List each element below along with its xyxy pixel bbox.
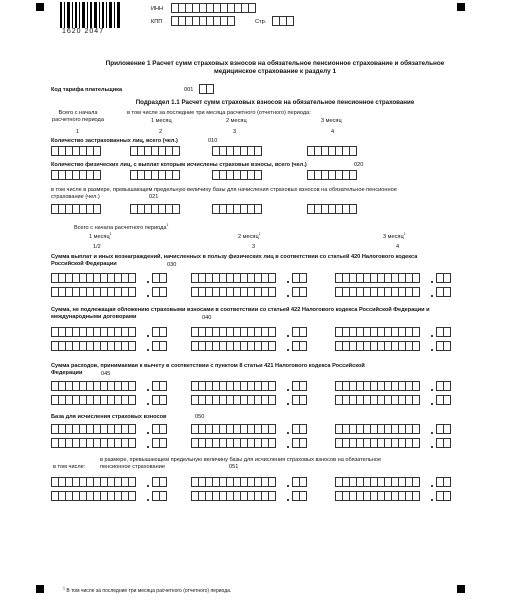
- input-cell[interactable]: [128, 477, 136, 487]
- line-040-m1-integer-row2[interactable]: [191, 341, 275, 351]
- line-050-m1-integer-row1[interactable]: [191, 424, 275, 434]
- input-cell[interactable]: [93, 170, 101, 180]
- barcode: [60, 2, 120, 28]
- line-051-m2-kopecks-row2[interactable]: [436, 491, 450, 501]
- input-cell[interactable]: [412, 424, 420, 434]
- line-050-decimal-point: [431, 446, 433, 448]
- kpp-field[interactable]: [171, 16, 234, 26]
- input-cell[interactable]: [349, 170, 357, 180]
- input-cell[interactable]: [159, 395, 167, 405]
- input-cell[interactable]: [299, 438, 307, 448]
- input-cell[interactable]: [268, 477, 276, 487]
- input-cell[interactable]: [299, 424, 307, 434]
- line-050-decimal-point: [431, 432, 433, 434]
- col-mid-total-header: Всего с начала расчетного периода$^1$: [74, 223, 169, 231]
- line-030-decimal-point: [287, 295, 289, 297]
- col-mid-m3-header: 3 месяц$^1$: [383, 232, 406, 240]
- line-050-total-kopecks-row2[interactable]: [152, 438, 166, 448]
- line-020-label: Количество физических лиц, с выплат которым исчислены страховые взносы, всего (чел.): [51, 162, 307, 168]
- input-cell[interactable]: [299, 327, 307, 337]
- input-cell[interactable]: [206, 84, 214, 94]
- col-num-3: 3: [233, 129, 237, 135]
- input-cell[interactable]: [443, 287, 451, 297]
- line-040-decimal-point: [147, 335, 149, 337]
- line-045-m1-integer-row2[interactable]: [191, 395, 275, 405]
- kpp-label: КПП: [151, 19, 163, 25]
- corner-marker-bottom-left: [36, 585, 44, 593]
- input-cell[interactable]: [248, 3, 256, 13]
- input-cell[interactable]: [443, 273, 451, 283]
- line-050-m1-integer-row2[interactable]: [191, 438, 275, 448]
- input-cell[interactable]: [268, 341, 276, 351]
- page-label: Стр.: [255, 19, 267, 25]
- line-045-total-kopecks[interactable]: [152, 381, 166, 391]
- input-cell[interactable]: [299, 477, 307, 487]
- line-051-m1-kopecks-row2[interactable]: [292, 491, 306, 501]
- input-cell[interactable]: [128, 395, 136, 405]
- line-030-decimal-point: [147, 295, 149, 297]
- line-040-decimal-point: [147, 349, 149, 351]
- input-cell[interactable]: [443, 395, 451, 405]
- input-cell[interactable]: [412, 381, 420, 391]
- line-050-m2-kopecks[interactable]: [436, 424, 450, 434]
- input-cell[interactable]: [159, 424, 167, 434]
- input-cell[interactable]: [159, 341, 167, 351]
- tariff-field[interactable]: [199, 84, 213, 94]
- line-040-decimal-point: [431, 335, 433, 337]
- input-cell[interactable]: [172, 204, 180, 214]
- line-030-m2-kopecks-row2[interactable]: [436, 287, 450, 297]
- corner-marker-bottom-right: [457, 585, 465, 593]
- line-021-m2[interactable]: [212, 204, 261, 214]
- input-cell[interactable]: [159, 438, 167, 448]
- line-050-total-kopecks[interactable]: [152, 424, 166, 434]
- line-050-decimal-point: [287, 432, 289, 434]
- line-050-m1-kopecks[interactable]: [292, 424, 306, 434]
- line-030-m1-kopecks-row2[interactable]: [292, 287, 306, 297]
- subsection-title: Подраздел 1.1 Расчет сумм страховых взносов на обязательное пенсионное страхование: [135, 99, 415, 106]
- input-cell[interactable]: [299, 287, 307, 297]
- line-051-decimal-point: [147, 485, 149, 487]
- input-cell[interactable]: [268, 381, 276, 391]
- input-cell[interactable]: [159, 477, 167, 487]
- line-030-code: 030: [167, 262, 177, 268]
- input-cell[interactable]: [159, 287, 167, 297]
- input-cell[interactable]: [128, 341, 136, 351]
- col-mid-num-4: 4: [396, 244, 400, 250]
- line-050-m1-kopecks-row2[interactable]: [292, 438, 306, 448]
- line-010-code: 010: [208, 138, 218, 144]
- line-051-m1-kopecks[interactable]: [292, 477, 306, 487]
- input-cell[interactable]: [412, 438, 420, 448]
- line-050-decimal-point: [147, 446, 149, 448]
- line-010-label: Количество застрахованных лиц, всего (чел.): [51, 138, 178, 144]
- line-030-m1-integer-row1[interactable]: [191, 273, 275, 283]
- line-051-decimal-point: [287, 485, 289, 487]
- line-051-decimal-point: [431, 499, 433, 501]
- line-045-m1-kopecks[interactable]: [292, 381, 306, 391]
- input-cell[interactable]: [349, 204, 357, 214]
- input-cell[interactable]: [443, 491, 451, 501]
- col-mid-num-3: 3: [252, 244, 256, 250]
- input-cell[interactable]: [128, 381, 136, 391]
- line-030-m1-integer-row2[interactable]: [191, 287, 275, 297]
- line-021-label: в том числе в размере, превышающем предельную величину базы для начисления страховых взносов на обязательное пенсионное страхование (чел.): [51, 187, 397, 200]
- input-cell[interactable]: [268, 287, 276, 297]
- line-020-m3[interactable]: [307, 170, 356, 180]
- col-num-1: 1: [76, 129, 80, 135]
- input-cell[interactable]: [172, 146, 180, 156]
- line-051-m2-integer-row1[interactable]: [335, 477, 419, 487]
- input-cell[interactable]: [299, 491, 307, 501]
- input-cell[interactable]: [268, 395, 276, 405]
- input-cell[interactable]: [93, 146, 101, 156]
- barcode-number: 1620 2047: [62, 28, 105, 35]
- line-051-total-kopecks-row2[interactable]: [152, 491, 166, 501]
- input-cell[interactable]: [412, 327, 420, 337]
- col-mid-m2-header: 2 месяц$^1$: [238, 232, 261, 240]
- line-040-total-kopecks-row2[interactable]: [152, 341, 166, 351]
- input-cell[interactable]: [254, 146, 262, 156]
- line-045-m1-integer-row1[interactable]: [191, 381, 275, 391]
- input-cell[interactable]: [443, 424, 451, 434]
- line-050-decimal-point: [287, 446, 289, 448]
- page-title: Приложение 1 Расчет сумм страховых взносов на обязательное пенсионное страхование и обязательное медицинское страхование к разделу 1: [105, 60, 445, 75]
- line-040-label: Сумма, не подлежащая обложению страховыми взносами в соответствии со статьей 422 Налогового кодекса Российской Федерации и международными договорами: [51, 307, 430, 320]
- line-045-decimal-point: [431, 389, 433, 391]
- tariff-code: 001: [184, 87, 194, 93]
- line-045-m2-kopecks-row2[interactable]: [436, 395, 450, 405]
- input-cell[interactable]: [299, 381, 307, 391]
- page-number-field[interactable]: [272, 16, 293, 26]
- input-cell[interactable]: [443, 341, 451, 351]
- line-010-total[interactable]: [51, 146, 100, 156]
- input-cell[interactable]: [268, 491, 276, 501]
- line-040-m2-kopecks-row2[interactable]: [436, 341, 450, 351]
- line-051-prefix: в том числе:: [53, 464, 86, 470]
- input-cell[interactable]: [159, 273, 167, 283]
- input-cell[interactable]: [128, 287, 136, 297]
- input-cell[interactable]: [443, 381, 451, 391]
- line-010-m3[interactable]: [307, 146, 356, 156]
- col-including-header: в том числе за последние три месяца расчетного (отчетного) периода:: [127, 110, 311, 116]
- line-020-m1[interactable]: [130, 170, 179, 180]
- line-020-m2[interactable]: [212, 170, 261, 180]
- line-030-decimal-point: [147, 281, 149, 283]
- line-045-m1-kopecks-row2[interactable]: [292, 395, 306, 405]
- input-cell[interactable]: [128, 273, 136, 283]
- col-num-2: 2: [159, 129, 163, 135]
- col-mid-num-12: 1/2: [93, 244, 101, 250]
- line-021-code: 021: [149, 194, 159, 200]
- line-045-decimal-point: [287, 403, 289, 405]
- col-m2-header: 2 месяц: [226, 118, 247, 124]
- input-cell[interactable]: [299, 273, 307, 283]
- line-045-decimal-point: [147, 389, 149, 391]
- line-050-decimal-point: [147, 432, 149, 434]
- tariff-label: Код тарифа плательщика: [51, 87, 123, 93]
- input-cell[interactable]: [443, 438, 451, 448]
- input-cell[interactable]: [412, 287, 420, 297]
- line-030-total-integer-row1[interactable]: [51, 273, 135, 283]
- line-030-m2-integer-row2[interactable]: [335, 287, 419, 297]
- line-050-label: База для исчисления страховых взносов: [51, 414, 167, 420]
- col-num-4: 4: [331, 129, 335, 135]
- col-total-header: Всего с начала расчетного периода: [52, 110, 104, 123]
- line-040-total-integer-row1[interactable]: [51, 327, 135, 337]
- input-cell[interactable]: [268, 438, 276, 448]
- line-030-decimal-point: [431, 295, 433, 297]
- line-030-total-integer-row2[interactable]: [51, 287, 135, 297]
- line-040-m2-integer-row2[interactable]: [335, 341, 419, 351]
- line-051-total-integer-row2[interactable]: [51, 491, 135, 501]
- line-040-decimal-point: [431, 349, 433, 351]
- line-045-label: Сумма расходов, принимаемая к вычету в соответствии с пунктом 8 статьи 421 Налогового кодекса Российской Федерации: [51, 363, 365, 376]
- line-030-decimal-point: [431, 281, 433, 283]
- line-045-decimal-point: [431, 403, 433, 405]
- line-051-m2-integer-row2[interactable]: [335, 491, 419, 501]
- input-cell[interactable]: [299, 395, 307, 405]
- line-040-total-integer-row2[interactable]: [51, 341, 135, 351]
- input-cell[interactable]: [443, 477, 451, 487]
- input-cell[interactable]: [299, 341, 307, 351]
- line-051-decimal-point: [147, 499, 149, 501]
- line-050-m2-kopecks-row2[interactable]: [436, 438, 450, 448]
- input-cell[interactable]: [159, 327, 167, 337]
- line-040-m1-integer-row1[interactable]: [191, 327, 275, 337]
- line-050-total-integer-row1[interactable]: [51, 424, 135, 434]
- line-050-m2-integer-row2[interactable]: [335, 438, 419, 448]
- input-cell[interactable]: [412, 341, 420, 351]
- line-040-m1-kopecks[interactable]: [292, 327, 306, 337]
- line-030-m2-kopecks[interactable]: [436, 273, 450, 283]
- line-045-m2-integer-row1[interactable]: [335, 381, 419, 391]
- line-040-m2-kopecks[interactable]: [436, 327, 450, 337]
- line-040-code: 040: [202, 315, 212, 321]
- input-cell[interactable]: [254, 204, 262, 214]
- line-045-total-integer-row1[interactable]: [51, 381, 135, 391]
- input-cell[interactable]: [412, 477, 420, 487]
- line-045-total-integer-row2[interactable]: [51, 395, 135, 405]
- line-030-decimal-point: [287, 281, 289, 283]
- line-030-m1-kopecks[interactable]: [292, 273, 306, 283]
- input-cell[interactable]: [268, 327, 276, 337]
- line-021-total[interactable]: [51, 204, 100, 214]
- line-020-total[interactable]: [51, 170, 100, 180]
- line-050-code: 050: [195, 414, 205, 420]
- line-051-m1-integer-row2[interactable]: [191, 491, 275, 501]
- line-051-label: в размере, превышающем предельную величину базы для исчисления страховых взносов на обязательное пенсионное страхование: [100, 457, 382, 470]
- line-040-decimal-point: [287, 349, 289, 351]
- line-010-m1[interactable]: [130, 146, 179, 156]
- col-mid-m1-header: 1 месяц$^1$: [89, 232, 112, 240]
- input-cell[interactable]: [412, 273, 420, 283]
- line-045-total-kopecks-row2[interactable]: [152, 395, 166, 405]
- input-cell[interactable]: [268, 273, 276, 283]
- line-030-total-kopecks[interactable]: [152, 273, 166, 283]
- line-051-code: 051: [229, 464, 239, 470]
- input-cell[interactable]: [412, 395, 420, 405]
- corner-marker-top-right: [457, 3, 465, 11]
- line-030-label: Сумма выплат и иных вознаграждений, начисленных в пользу физических лиц в соответствии со статьей 420 Налогового кодекса Российской Федерации: [51, 254, 418, 267]
- footnote-text: В том числе за последние три месяца расчетного (отчетного) периода.: [66, 588, 232, 594]
- input-cell[interactable]: [128, 327, 136, 337]
- line-040-total-kopecks[interactable]: [152, 327, 166, 337]
- line-040-m1-kopecks-row2[interactable]: [292, 341, 306, 351]
- input-cell[interactable]: [128, 424, 136, 434]
- input-cell[interactable]: [286, 16, 294, 26]
- line-050-m2-integer-row1[interactable]: [335, 424, 419, 434]
- line-045-m2-kopecks[interactable]: [436, 381, 450, 391]
- input-cell[interactable]: [349, 146, 357, 156]
- input-cell[interactable]: [159, 381, 167, 391]
- input-cell[interactable]: [268, 424, 276, 434]
- line-030-m2-integer-row1[interactable]: [335, 273, 419, 283]
- input-cell[interactable]: [254, 170, 262, 180]
- inn-field[interactable]: [171, 3, 255, 13]
- line-045-decimal-point: [147, 403, 149, 405]
- line-051-m2-kopecks[interactable]: [436, 477, 450, 487]
- corner-marker-top-left: [36, 3, 44, 11]
- line-045-code: 045: [101, 371, 111, 377]
- line-021-m1[interactable]: [130, 204, 179, 214]
- input-cell[interactable]: [443, 327, 451, 337]
- col-m1-header: 1 месяц: [151, 118, 172, 124]
- line-051-m1-integer-row1[interactable]: [191, 477, 275, 487]
- line-045-decimal-point: [287, 389, 289, 391]
- input-cell[interactable]: [227, 16, 235, 26]
- line-051-total-kopecks[interactable]: [152, 477, 166, 487]
- line-051-decimal-point: [287, 499, 289, 501]
- line-051-decimal-point: [431, 485, 433, 487]
- line-051-total-integer-row1[interactable]: [51, 477, 135, 487]
- line-021-m3[interactable]: [307, 204, 356, 214]
- line-020-code: 020: [354, 162, 364, 168]
- input-cell[interactable]: [159, 491, 167, 501]
- line-045-m2-integer-row2[interactable]: [335, 395, 419, 405]
- inn-label: ИНН: [151, 6, 164, 12]
- input-cell[interactable]: [172, 170, 180, 180]
- input-cell[interactable]: [412, 491, 420, 501]
- line-040-m2-integer-row1[interactable]: [335, 327, 419, 337]
- footnote-mark: 1: [63, 586, 65, 591]
- line-040-decimal-point: [287, 335, 289, 337]
- line-050-total-integer-row2[interactable]: [51, 438, 135, 448]
- footnote: [63, 588, 231, 595]
- line-010-m2[interactable]: [212, 146, 261, 156]
- input-cell[interactable]: [93, 204, 101, 214]
- input-cell[interactable]: [128, 491, 136, 501]
- input-cell[interactable]: [128, 438, 136, 448]
- line-030-total-kopecks-row2[interactable]: [152, 287, 166, 297]
- col-m3-header: 3 месяц: [321, 118, 342, 124]
